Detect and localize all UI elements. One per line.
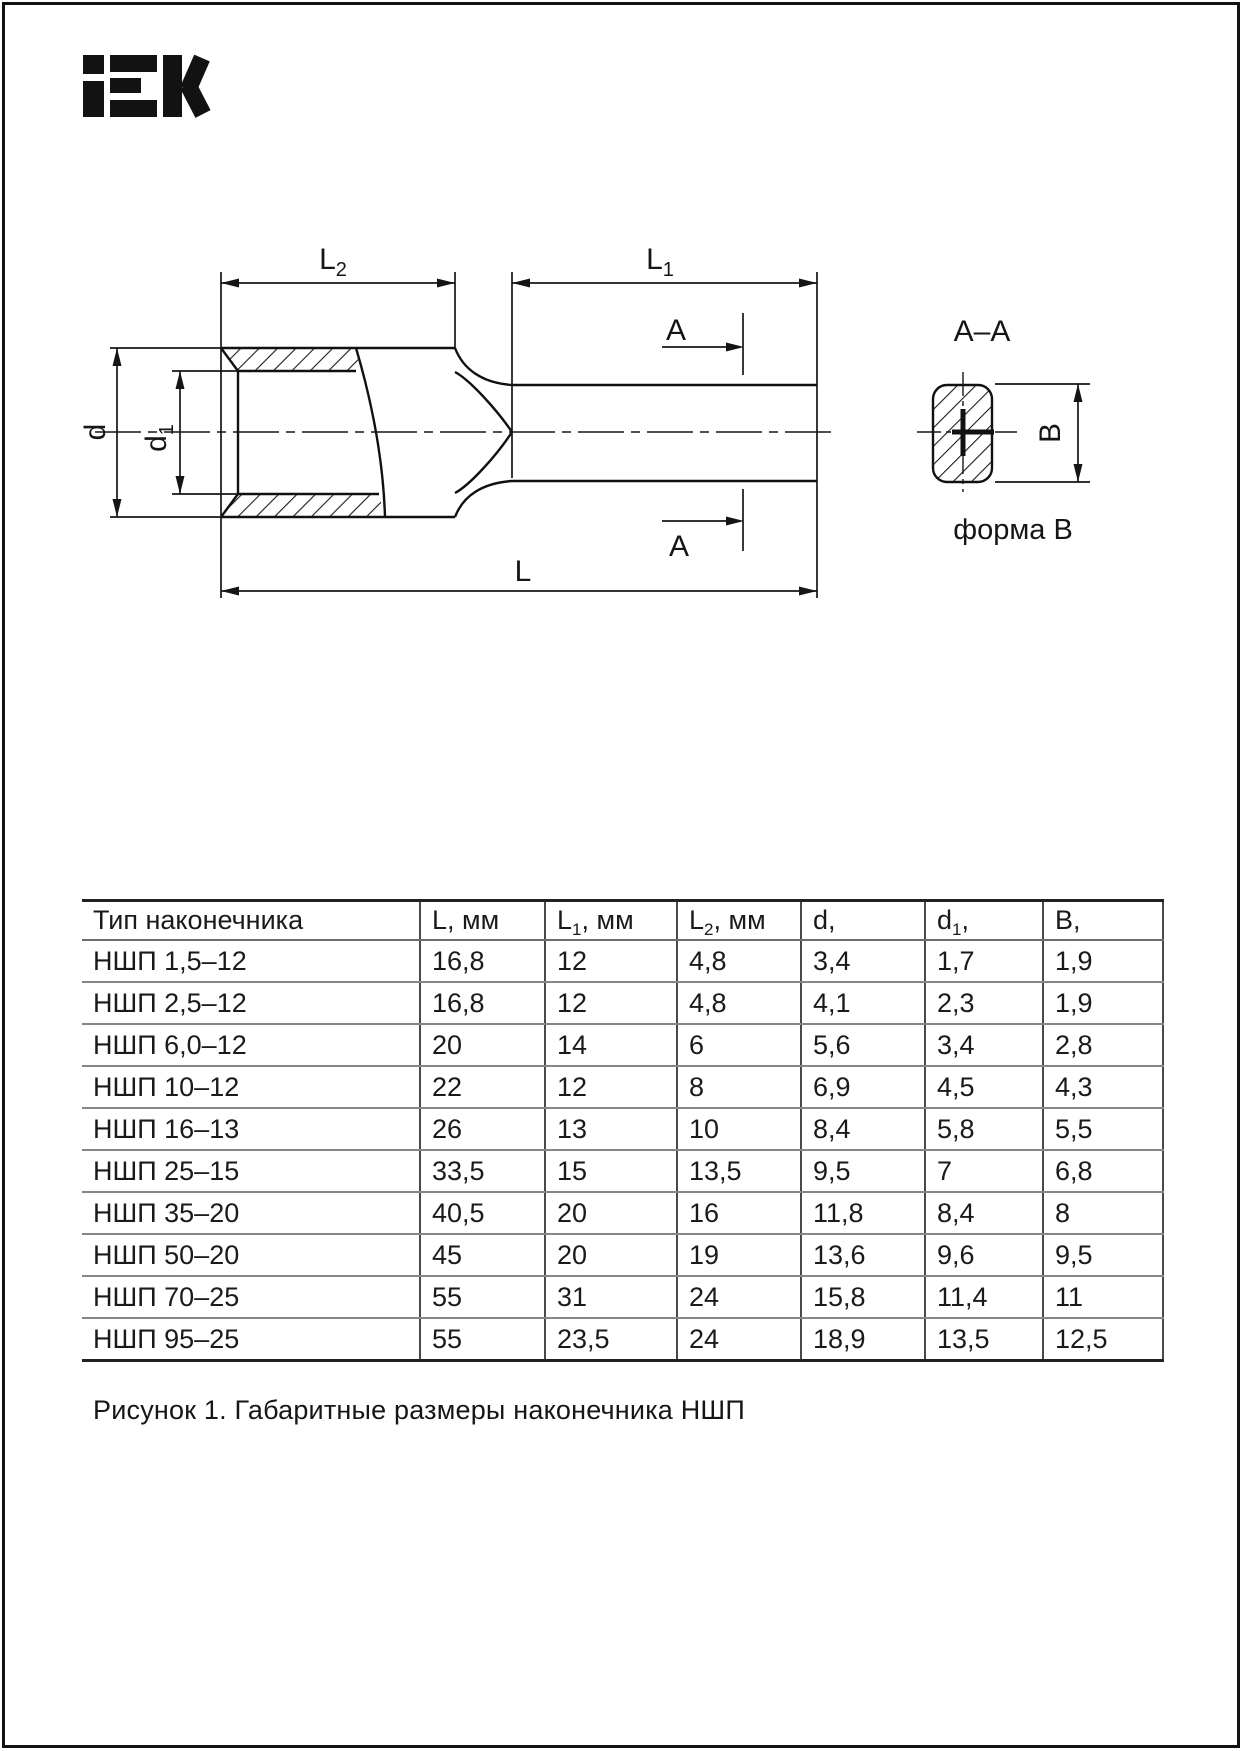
cell-value: 3,4 bbox=[925, 1024, 1043, 1066]
technical-drawing bbox=[0, 0, 1243, 700]
cell-value: 24 bbox=[677, 1276, 801, 1318]
header-subscript: 2 bbox=[704, 920, 714, 940]
table-row bbox=[82, 1024, 1163, 1066]
header-cell bbox=[82, 901, 420, 941]
cell-value: 4,1 bbox=[801, 982, 925, 1024]
header-cell bbox=[545, 901, 677, 941]
header-text: L bbox=[432, 905, 448, 936]
cell-value: 8,4 bbox=[925, 1192, 1043, 1234]
cell-value: 6,8 bbox=[1043, 1150, 1163, 1192]
section-title: А–А bbox=[953, 315, 1011, 348]
cell-value: 1,9 bbox=[1043, 940, 1163, 982]
header-text: , bbox=[828, 905, 836, 936]
cell-value: 9,5 bbox=[801, 1150, 925, 1192]
cell-value: 12 bbox=[545, 1066, 677, 1108]
iek-logo bbox=[83, 55, 203, 117]
drawing-area bbox=[0, 0, 1243, 705]
logo-i-stem bbox=[83, 81, 104, 117]
cell-value: 3,4 bbox=[801, 940, 925, 982]
cell-value: 4,8 bbox=[677, 982, 801, 1024]
cell-value: 19 bbox=[677, 1234, 801, 1276]
cell-type-name: НШП 95–25 bbox=[82, 1318, 420, 1361]
inner-cone-bottom bbox=[455, 432, 512, 493]
hatch-band-bottom bbox=[221, 495, 385, 516]
cell-value: 33,5 bbox=[420, 1150, 545, 1192]
cell-type-name: НШП 6,0–12 bbox=[82, 1024, 420, 1066]
cell-value: 8 bbox=[677, 1066, 801, 1108]
section-view-a-a bbox=[933, 385, 994, 482]
label-l1: $L_1$ bbox=[646, 243, 674, 281]
cell-value: 7 bbox=[925, 1150, 1043, 1192]
table-row bbox=[82, 1108, 1163, 1150]
header-cell bbox=[1043, 901, 1163, 941]
cell-value: 5,6 bbox=[801, 1024, 925, 1066]
header-cell bbox=[677, 901, 801, 941]
cell-value: 16,8 bbox=[420, 982, 545, 1024]
header-text: , мм bbox=[713, 905, 766, 936]
label-l: L bbox=[514, 555, 532, 588]
cell-value: 20 bbox=[545, 1192, 677, 1234]
cell-type-name: НШП 70–25 bbox=[82, 1276, 420, 1318]
cell-type-name: НШП 16–13 bbox=[82, 1108, 420, 1150]
header-text: L bbox=[557, 905, 573, 936]
cell-value: 13 bbox=[545, 1108, 677, 1150]
header-text: , bbox=[1073, 905, 1081, 936]
label-d1: $d_1$ bbox=[140, 424, 178, 452]
header-text: Тип наконечника bbox=[93, 905, 304, 936]
cell-type-name: НШП 2,5–12 bbox=[82, 982, 420, 1024]
header-cell bbox=[925, 901, 1043, 941]
header-text: , мм bbox=[581, 905, 634, 936]
logo-e-top bbox=[110, 55, 157, 72]
cell-value: 4,3 bbox=[1043, 1066, 1163, 1108]
funnel-bottom-to-pin bbox=[455, 481, 817, 517]
cell-type-name: НШП 50–20 bbox=[82, 1234, 420, 1276]
logo-e-bottom bbox=[110, 100, 157, 117]
header-cell bbox=[801, 901, 925, 941]
header-text: В bbox=[1055, 905, 1074, 936]
cell-value: 18,9 bbox=[801, 1318, 925, 1361]
header-text: d bbox=[937, 905, 953, 936]
header-cell bbox=[420, 901, 545, 941]
table-row bbox=[82, 1066, 1163, 1108]
cell-value: 11,8 bbox=[801, 1192, 925, 1234]
label-b: В bbox=[1034, 422, 1067, 444]
cell-value: 15,8 bbox=[801, 1276, 925, 1318]
cell-value: 5,5 bbox=[1043, 1108, 1163, 1150]
centerlines bbox=[95, 372, 1017, 492]
cell-type-name: НШП 25–15 bbox=[82, 1150, 420, 1192]
cell-value: 9,5 bbox=[1043, 1234, 1163, 1276]
cell-value: 55 bbox=[420, 1276, 545, 1318]
drawing-labels bbox=[79, 243, 1073, 588]
label-section-a-top: А bbox=[665, 314, 687, 347]
cell-value: 11,4 bbox=[925, 1276, 1043, 1318]
cell-value: 2,8 bbox=[1043, 1024, 1163, 1066]
table-header bbox=[82, 901, 1163, 941]
header-text: , bbox=[961, 905, 970, 936]
cell-value: 24 bbox=[677, 1318, 801, 1361]
cell-value: 16,8 bbox=[420, 940, 545, 982]
cell-value: 8 bbox=[1043, 1192, 1163, 1234]
table-row bbox=[82, 940, 1163, 982]
cell-value: 13,5 bbox=[925, 1318, 1043, 1361]
cell-value: 16 bbox=[677, 1192, 801, 1234]
cell-value: 45 bbox=[420, 1234, 545, 1276]
header-subscript: 1 bbox=[952, 920, 962, 940]
table-row bbox=[82, 1150, 1163, 1192]
table-row bbox=[82, 1234, 1163, 1276]
logo-e-mid bbox=[110, 78, 141, 93]
cell-value: 10 bbox=[677, 1108, 801, 1150]
cell-type-name: НШП 1,5–12 bbox=[82, 940, 420, 982]
table-row bbox=[82, 1192, 1163, 1234]
cell-type-name: НШП 35–20 bbox=[82, 1192, 420, 1234]
cell-value: 13,5 bbox=[677, 1150, 801, 1192]
cell-value: 9,6 bbox=[925, 1234, 1043, 1276]
cell-value: 4,5 bbox=[925, 1066, 1043, 1108]
cell-value: 13,6 bbox=[801, 1234, 925, 1276]
header-text: , мм bbox=[447, 905, 500, 936]
cell-value: 12,5 bbox=[1043, 1318, 1163, 1361]
table-row bbox=[82, 1276, 1163, 1318]
cell-value: 11 bbox=[1043, 1276, 1163, 1318]
cell-value: 40,5 bbox=[420, 1192, 545, 1234]
table-row bbox=[82, 982, 1163, 1024]
cell-value: 20 bbox=[545, 1234, 677, 1276]
logo-i-dot bbox=[83, 55, 104, 74]
header-text: d bbox=[813, 905, 829, 936]
dimensions-table-wrap bbox=[82, 899, 1164, 1362]
header-subscript: 1 bbox=[572, 920, 582, 940]
cell-value: 8,4 bbox=[801, 1108, 925, 1150]
cell-value: 26 bbox=[420, 1108, 545, 1150]
cell-value: 14 bbox=[545, 1024, 677, 1066]
header-text: L bbox=[689, 905, 705, 936]
cell-value: 23,5 bbox=[545, 1318, 677, 1361]
cell-value: 55 bbox=[420, 1318, 545, 1361]
cell-value: 1,7 bbox=[925, 940, 1043, 982]
cell-value: 1,9 bbox=[1043, 982, 1163, 1024]
cell-value: 2,3 bbox=[925, 982, 1043, 1024]
form-label: форма В bbox=[953, 514, 1073, 546]
cell-value: 12 bbox=[545, 982, 677, 1024]
cell-value: 5,8 bbox=[925, 1108, 1043, 1150]
cell-value: 6 bbox=[677, 1024, 801, 1066]
inner-cone-top bbox=[455, 372, 512, 432]
hatch-band-top bbox=[221, 349, 361, 370]
cell-value: 31 bbox=[545, 1276, 677, 1318]
table-row bbox=[82, 1318, 1163, 1361]
logo-k-stem bbox=[163, 55, 182, 117]
logo-k-lower-arm bbox=[188, 85, 203, 114]
cell-value: 20 bbox=[420, 1024, 545, 1066]
cell-value: 6,9 bbox=[801, 1066, 925, 1108]
label-section-a-bottom: А bbox=[668, 530, 690, 563]
cell-value: 12 bbox=[545, 940, 677, 982]
cell-value: 15 bbox=[545, 1150, 677, 1192]
cell-value: 22 bbox=[420, 1066, 545, 1108]
dimensions-table bbox=[82, 899, 1164, 1362]
cell-value: 4,8 bbox=[677, 940, 801, 982]
figure-caption: Рисунок 1. Габаритные размеры наконечника НШП bbox=[93, 1395, 745, 1425]
label-d: d bbox=[79, 423, 112, 441]
funnel-top-to-pin bbox=[455, 348, 817, 385]
label-l2: $L_2$ bbox=[319, 243, 347, 281]
cell-type-name: НШП 10–12 bbox=[82, 1066, 420, 1108]
